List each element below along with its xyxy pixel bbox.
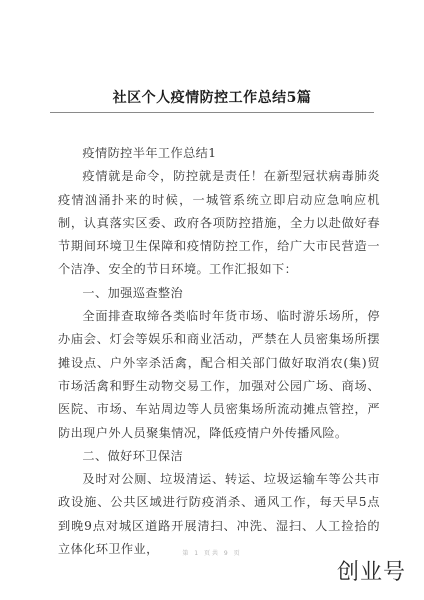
section-2-paragraph: 及时对公厕、垃圾清运、转运、垃圾运输车等公共市政设施、公共区域进行防疫消杀、通风工作，每天早5点到晚9点对城区道路开展清扫、冲洗、湿扫、人工捡拾的立体化环卫作业， bbox=[58, 472, 380, 557]
page-indicator: 第 1 页共 9 页 bbox=[182, 550, 242, 557]
document-title: 社区个人疫情防控工作总结5篇 bbox=[112, 90, 312, 106]
section-heading-2: 二、做好环卫保洁 bbox=[82, 448, 184, 463]
section-1-paragraph: 全面排查取缔各类临时年货市场、临时游乐场所，停办庙会、灯会等娱乐和商业活动，严禁在人员密集场所摆摊设点、户外宰杀活禽，配合相关部门做好取消农(集)贸市场活禽和野生动物交易工作，加强对公园广场、商场、医院、市场、车站周边等人员密集场所流动摊点管控，严防出现户外人员聚集情况，降低疫情户外传播风险。 bbox=[58, 309, 380, 440]
section-heading-1: 一、加强巡查整治 bbox=[82, 285, 184, 300]
watermark-logo: 创业号 bbox=[336, 560, 406, 585]
document-body bbox=[58, 142, 380, 561]
subtitle-paragraph: 疫情防控半年工作总结1 bbox=[82, 146, 217, 160]
intro-paragraph: 疫情就是命令，防控就是责任！在新型冠状病毒肺炎疫情汹涌扑来的时候，一城管系统立即启动应急响应机制，认真落实区委、政府各项防控措施，全力以赴做好春节期间环境卫生保障和疫情防控工作，给广大市民营造一个洁净、安全的节日环境。工作汇报如下： bbox=[58, 169, 380, 277]
title-divider bbox=[50, 112, 374, 113]
